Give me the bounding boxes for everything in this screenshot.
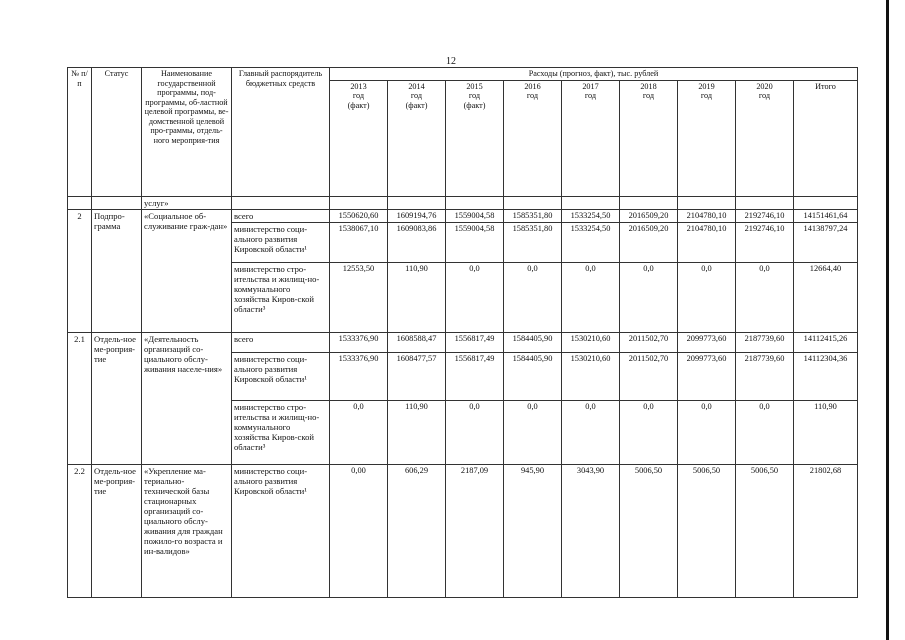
value-cell: 0,0	[446, 400, 504, 464]
value-cell: 2016509,20	[620, 209, 678, 222]
value-cell: 0,0	[562, 400, 620, 464]
scan-edge	[886, 0, 889, 640]
value-cell: 5006,50	[620, 464, 678, 597]
value-cell: 110,90	[388, 400, 446, 464]
row-num: 2.2	[68, 464, 92, 597]
row-manager: министерство соци-ального развития Кировской области¹	[232, 222, 330, 262]
value-cell: 0,0	[736, 262, 794, 332]
header-status: Статус	[92, 68, 142, 197]
total-cell: 21802,68	[794, 464, 858, 597]
header-year-2018: 2018 год	[620, 80, 678, 196]
page-number: 12	[446, 56, 456, 67]
header-total: Итого	[794, 80, 858, 196]
table-row	[68, 464, 858, 597]
value-cell: 1533254,50	[562, 209, 620, 222]
value-cell: 2192746,10	[736, 209, 794, 222]
row-num: 2.1	[68, 332, 92, 464]
value-cell: 3043,90	[562, 464, 620, 597]
table-row	[68, 332, 858, 352]
total-cell: 14138797,24	[794, 222, 858, 262]
row-manager: министерство стро-ительства и жилищ-но-коммунального хозяйства Киров-ской области³	[232, 262, 330, 332]
value-cell: 2187,09	[446, 464, 504, 597]
value-cell: 0,0	[504, 400, 562, 464]
header-year-2016: 2016 год	[504, 80, 562, 196]
value-cell: 1556817,49	[446, 352, 504, 400]
value-cell: 2187739,60	[736, 332, 794, 352]
value-cell: 606,29	[388, 464, 446, 597]
header-row	[68, 68, 858, 81]
value-cell: 0,0	[330, 400, 388, 464]
value-cell: 1559004,58	[446, 209, 504, 222]
value-cell: 5006,50	[736, 464, 794, 597]
value-cell: 1585351,80	[504, 209, 562, 222]
header-expenses: Расходы (прогноз, факт), тыс. рублей	[330, 68, 858, 81]
value-cell: 1584405,90	[504, 352, 562, 400]
value-cell: 1559004,58	[446, 222, 504, 262]
value-cell: 0,0	[678, 262, 736, 332]
value-cell: 1533376,90	[330, 332, 388, 352]
table-row	[68, 209, 858, 222]
value-cell: 1556817,49	[446, 332, 504, 352]
row-name: «Социальное об-служивание граж-дан»	[142, 209, 232, 332]
total-cell: 12664,40	[794, 262, 858, 332]
value-cell: 0,0	[620, 400, 678, 464]
value-cell: 2192746,10	[736, 222, 794, 262]
value-cell: 1609194,76	[388, 209, 446, 222]
total-cell: 14151461,64	[794, 209, 858, 222]
value-cell: 2099773,60	[678, 332, 736, 352]
value-cell: 2099773,60	[678, 352, 736, 400]
budget-table	[67, 67, 858, 598]
value-cell: 1585351,80	[504, 222, 562, 262]
value-cell: 0,00	[330, 464, 388, 597]
header-continuation-row	[68, 196, 858, 209]
value-cell: 1584405,90	[504, 332, 562, 352]
value-cell: 2011502,70	[620, 332, 678, 352]
header-year-2014: 2014 год (факт)	[388, 80, 446, 196]
row-name: «Деятельность организаций со-циального обслу-живания населе-ния»	[142, 332, 232, 464]
value-cell: 2104780,10	[678, 222, 736, 262]
total-cell: 14112415,26	[794, 332, 858, 352]
row-manager: министерство соци-ального развития Кировской области¹	[232, 464, 330, 597]
header-manager: Главный распорядитель бюджетных средств	[232, 68, 330, 197]
value-cell: 945,90	[504, 464, 562, 597]
value-cell: 1538067,10	[330, 222, 388, 262]
value-cell: 0,0	[678, 400, 736, 464]
row-name: «Укрепление ма-териально-технической базы стационарных организаций со-циального обслу-живания для граждан пожило-го возраста и ин-валидов»	[142, 464, 232, 597]
row-manager: всего	[232, 332, 330, 352]
value-cell: 0,0	[446, 262, 504, 332]
value-cell: 2011502,70	[620, 352, 678, 400]
value-cell: 2016509,20	[620, 222, 678, 262]
header-year-2020: 2020 год	[736, 80, 794, 196]
header-year-2015: 2015 год (факт)	[446, 80, 504, 196]
value-cell: 5006,50	[678, 464, 736, 597]
value-cell: 1609083,86	[388, 222, 446, 262]
row-status: Отдель-ное ме-роприя-тие	[92, 464, 142, 597]
value-cell: 1530210,60	[562, 332, 620, 352]
row-manager: всего	[232, 209, 330, 222]
header-num: № п/п	[68, 68, 92, 197]
value-cell: 0,0	[736, 400, 794, 464]
value-cell: 1608477,57	[388, 352, 446, 400]
row-manager: министерство стро-ительства и жилищ-но-коммунального хозяйства Киров-ской области³	[232, 400, 330, 464]
total-cell: 110,90	[794, 400, 858, 464]
header-year-2017: 2017 год	[562, 80, 620, 196]
value-cell: 1550620,60	[330, 209, 388, 222]
header-name: Наименование государственной программы, под-программы, об-ластной целевой программы, ве-домственной целевой про-граммы, отдель-ного мероприя-тия	[142, 68, 232, 197]
row-status: Подпро-грамма	[92, 209, 142, 332]
header-year-2019: 2019 год	[678, 80, 736, 196]
header-year-2013: 2013 год (факт)	[330, 80, 388, 196]
value-cell: 0,0	[620, 262, 678, 332]
value-cell: 1533254,50	[562, 222, 620, 262]
value-cell: 1530210,60	[562, 352, 620, 400]
value-cell: 1533376,90	[330, 352, 388, 400]
header-name-continuation: услуг»	[142, 196, 232, 209]
value-cell: 2104780,10	[678, 209, 736, 222]
value-cell: 0,0	[504, 262, 562, 332]
total-cell: 14112304,36	[794, 352, 858, 400]
value-cell: 0,0	[562, 262, 620, 332]
value-cell: 1608588,47	[388, 332, 446, 352]
value-cell: 2187739,60	[736, 352, 794, 400]
value-cell: 12553,50	[330, 262, 388, 332]
row-status: Отдель-ное ме-роприя-тие	[92, 332, 142, 464]
value-cell: 110,90	[388, 262, 446, 332]
row-manager: министерство соци-ального развития Кировской области¹	[232, 352, 330, 400]
row-num: 2	[68, 209, 92, 332]
